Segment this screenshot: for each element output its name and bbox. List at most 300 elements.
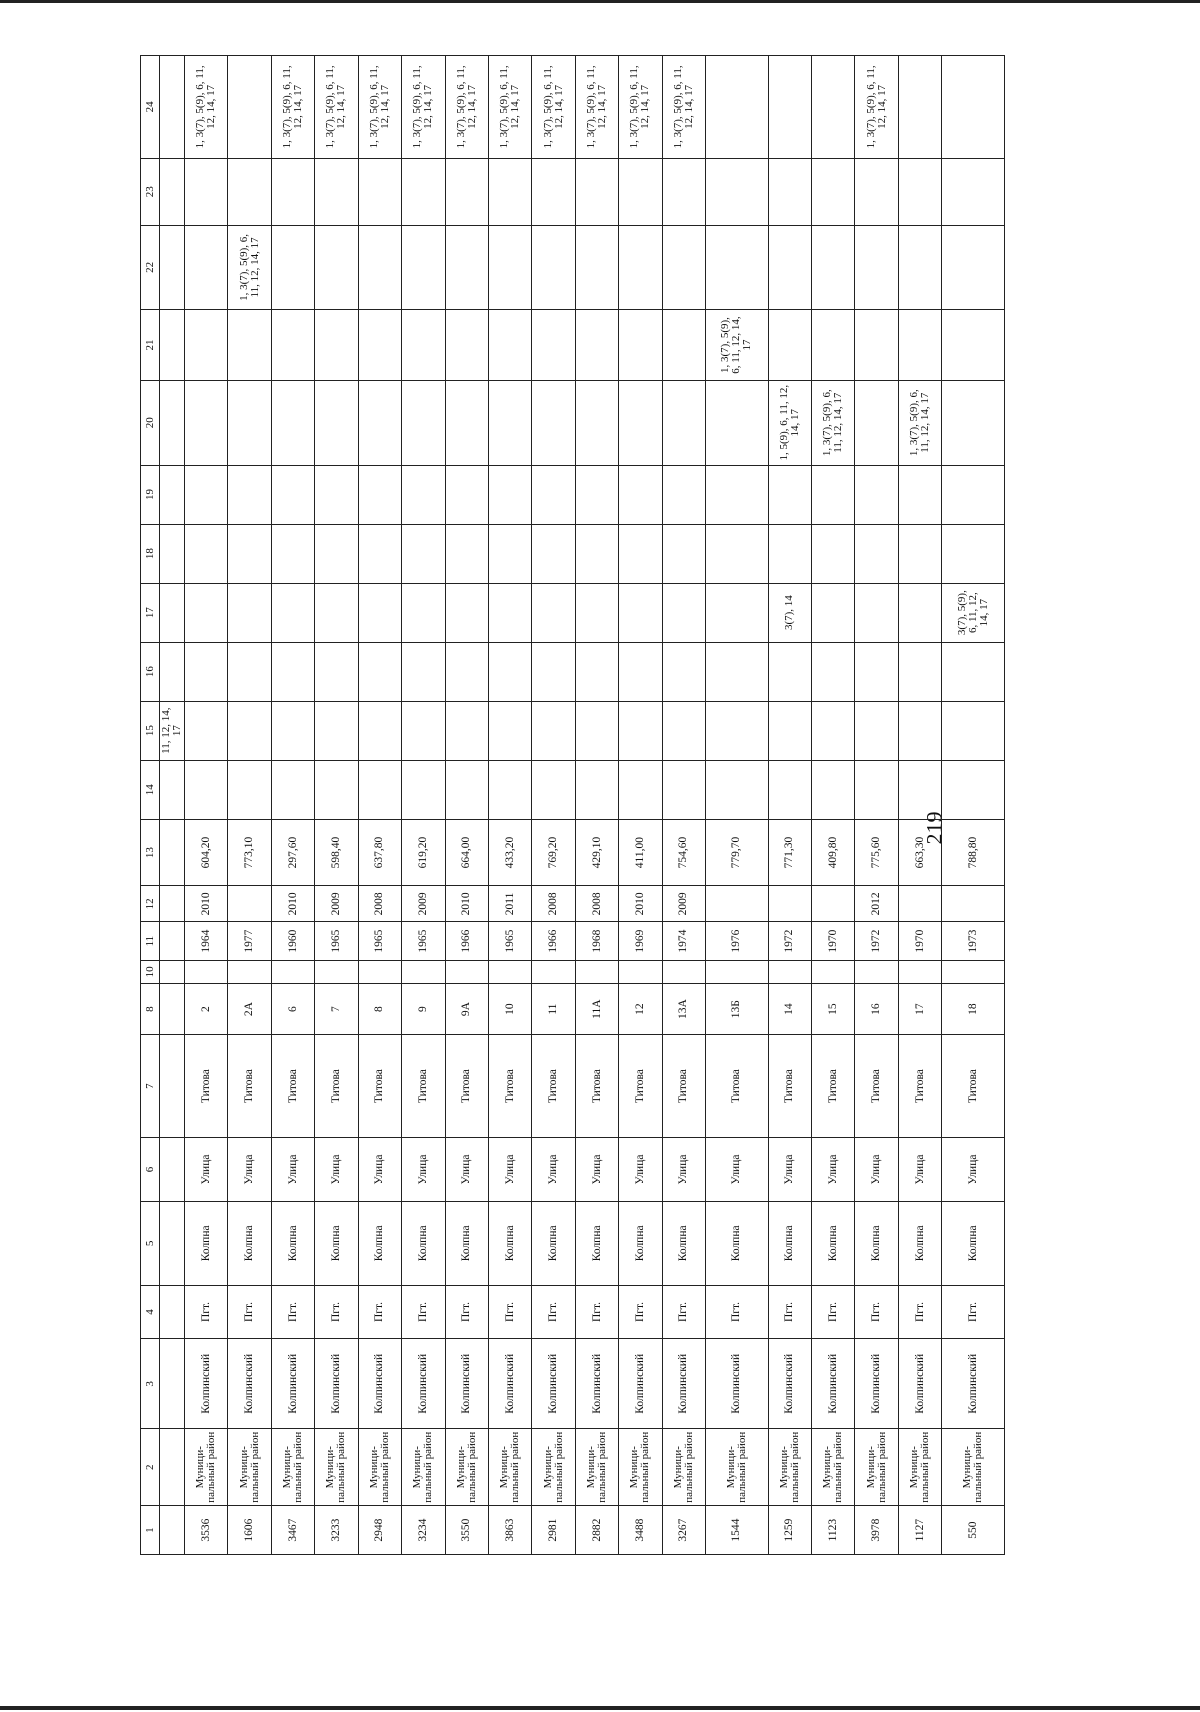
column-header: 8 (141, 983, 160, 1034)
table-cell-col-7: Титова (706, 1035, 769, 1138)
table-cell-col-5: Колпна (768, 1202, 811, 1285)
table-cell-col-21 (488, 310, 531, 381)
table-cell-col-1: 1123 (812, 1506, 855, 1555)
table-cell-col-8: 9 (402, 983, 445, 1034)
table-row (812, 56, 855, 1555)
table-cell-col-8: 8 (358, 983, 401, 1034)
table-cell-col-11: 1970 (812, 922, 855, 961)
table-cell-col-19 (532, 465, 575, 524)
table-cell-col-12: 2010 (619, 886, 662, 922)
table-cell-col-6: Улица (228, 1137, 271, 1201)
table-cell (160, 1429, 185, 1506)
table-row (271, 56, 314, 1555)
table-cell-col-22 (575, 225, 618, 310)
table-cell-col-15 (768, 701, 811, 760)
table-cell-col-14 (315, 760, 358, 819)
table-cell-col-10 (228, 960, 271, 983)
table-cell-col-17 (185, 583, 228, 642)
table-cell-col-21 (898, 310, 941, 381)
table-cell-col-20 (445, 380, 488, 465)
table-cell-col-22 (271, 225, 314, 310)
table-cell-col-20 (855, 380, 898, 465)
table-cell-col-11: 1965 (358, 922, 401, 961)
table-cell-col-10 (812, 960, 855, 983)
table-cell-col-3: Колпинский (706, 1339, 769, 1429)
table-cell-col-15 (402, 701, 445, 760)
table-cell-col-6: Улица (532, 1137, 575, 1201)
table-cell-col-12: 2008 (532, 886, 575, 922)
table-cell (160, 819, 185, 886)
table-cell-col-18 (271, 524, 314, 583)
table-cell-col-13: 773,10 (228, 819, 271, 886)
table-cell-col-3: Колпинский (532, 1339, 575, 1429)
table-cell-col-16 (768, 642, 811, 701)
table-cell (160, 760, 185, 819)
table-cell-col-11: 1968 (575, 922, 618, 961)
table-cell-col-21 (315, 310, 358, 381)
table-cell-col-3: Колпинский (662, 1339, 705, 1429)
table-cell-col-21 (228, 310, 271, 381)
table-cell-col-18 (402, 524, 445, 583)
table-cell-col-8: 7 (315, 983, 358, 1034)
table-cell-col-3: Колпинский (271, 1339, 314, 1429)
table-cell-col-5: Колпна (942, 1202, 1005, 1285)
table-cell-col-14 (812, 760, 855, 819)
table-cell-col-3: Колпинский (812, 1339, 855, 1429)
table-cell-col-8: 13Б (706, 983, 769, 1034)
table-cell-col-3: Колпинский (575, 1339, 618, 1429)
table-cell-col-6: Улица (445, 1137, 488, 1201)
table-row (488, 56, 531, 1555)
table-cell-col-18 (488, 524, 531, 583)
table-cell-col-6: Улица (812, 1137, 855, 1201)
table-cell-col-6: Улица (942, 1137, 1005, 1201)
table-cell-col-22 (855, 225, 898, 310)
table-cell-col-12: 2008 (575, 886, 618, 922)
table-row (402, 56, 445, 1555)
table-cell-col-6: Улица (662, 1137, 705, 1201)
table-cell-col-6: Улица (768, 1137, 811, 1201)
column-header: 20 (141, 380, 160, 465)
table-cell-col-20 (402, 380, 445, 465)
table-cell-col-10 (271, 960, 314, 983)
table-cell-col-6: Улица (575, 1137, 618, 1201)
table-cell-col-5: Колпна (185, 1202, 228, 1285)
table-cell-col-11: 1977 (228, 922, 271, 961)
table-cell-col-24: 1, 3(7), 5(9), 6, 11, 12, 14, 17 (315, 56, 358, 159)
table-cell: 11, 12, 14, 17 (160, 701, 185, 760)
table-cell-col-18 (445, 524, 488, 583)
table-cell-col-24: 1, 3(7), 5(9), 6, 11, 12, 14, 17 (532, 56, 575, 159)
table-cell-col-5: Колпна (812, 1202, 855, 1285)
table-cell-col-22 (706, 225, 769, 310)
table-cell-col-15 (898, 701, 941, 760)
table-cell-col-22 (402, 225, 445, 310)
table-cell (160, 310, 185, 381)
table-cell-col-11: 1966 (532, 922, 575, 961)
table-cell-col-7: Титова (228, 1035, 271, 1138)
table-cell-col-4: Пгт. (575, 1285, 618, 1339)
table-cell-col-16 (185, 642, 228, 701)
table-cell-col-22 (662, 225, 705, 310)
table-cell-col-16 (898, 642, 941, 701)
table-cell-col-15 (488, 701, 531, 760)
table-cell-col-24: 1, 3(7), 5(9), 6, 11, 12, 14, 17 (358, 56, 401, 159)
table-cell-col-6: Улица (315, 1137, 358, 1201)
table-cell-col-21 (271, 310, 314, 381)
column-header: 5 (141, 1202, 160, 1285)
table-cell-col-23 (315, 158, 358, 225)
table-cell-col-2: Муници-пальный район (185, 1429, 228, 1506)
table-cell-col-22 (445, 225, 488, 310)
table-cell-col-8: 10 (488, 983, 531, 1034)
table-cell-col-1: 2882 (575, 1506, 618, 1555)
table-cell-col-2: Муници-пальный район (532, 1429, 575, 1506)
column-header: 14 (141, 760, 160, 819)
table-cell-col-3: Колпинский (445, 1339, 488, 1429)
table-cell-col-21 (942, 310, 1005, 381)
table-cell-col-12 (706, 886, 769, 922)
table-cell-col-21 (768, 310, 811, 381)
table-cell-col-4: Пгт. (402, 1285, 445, 1339)
table-cell-col-24 (942, 56, 1005, 159)
table-cell-col-8: 16 (855, 983, 898, 1034)
table-cell-col-8: 18 (942, 983, 1005, 1034)
table-cell-col-15 (228, 701, 271, 760)
table-cell-col-13: 598,40 (315, 819, 358, 886)
table-cell-col-15 (445, 701, 488, 760)
table-cell-col-5: Колпна (575, 1202, 618, 1285)
column-header: 21 (141, 310, 160, 381)
table-cell-col-4: Пгт. (662, 1285, 705, 1339)
column-header: 13 (141, 819, 160, 886)
table-cell-col-7: Титова (271, 1035, 314, 1138)
table-cell-col-5: Колпна (271, 1202, 314, 1285)
table-cell-col-13: 769,20 (532, 819, 575, 886)
table-cell-col-15 (942, 701, 1005, 760)
table-cell-col-4: Пгт. (532, 1285, 575, 1339)
table-cell (160, 642, 185, 701)
table-cell-col-5: Колпна (228, 1202, 271, 1285)
table-cell-col-17 (898, 583, 941, 642)
table-cell-col-4: Пгт. (358, 1285, 401, 1339)
table-cell-col-21 (812, 310, 855, 381)
table-cell-col-11: 1964 (185, 922, 228, 961)
table-cell-col-7: Титова (898, 1035, 941, 1138)
table-cell-col-13: 754,60 (662, 819, 705, 886)
table-cell-col-11: 1965 (488, 922, 531, 961)
table-cell-col-17 (532, 583, 575, 642)
table-cell-col-23 (662, 158, 705, 225)
table-cell-col-8: 12 (619, 983, 662, 1034)
table-cell-col-4: Пгт. (228, 1285, 271, 1339)
table-cell-col-18 (898, 524, 941, 583)
column-header: 3 (141, 1339, 160, 1429)
table-cell-col-17 (358, 583, 401, 642)
column-header: 22 (141, 225, 160, 310)
table-cell-col-19 (575, 465, 618, 524)
table-cell-col-11: 1960 (271, 922, 314, 961)
table-cell-col-10 (662, 960, 705, 983)
table-cell-col-16 (271, 642, 314, 701)
table-cell-col-15 (358, 701, 401, 760)
table-cell-col-3: Колпинский (942, 1339, 1005, 1429)
table-cell-col-2: Муници-пальный район (855, 1429, 898, 1506)
table-cell-col-20: 1, 3(7), 5(9), 6, 11, 12, 14, 17 (898, 380, 941, 465)
table-cell-col-16 (315, 642, 358, 701)
table-cell-col-4: Пгт. (185, 1285, 228, 1339)
table-cell-col-11: 1969 (619, 922, 662, 961)
table-cell-col-1: 3267 (662, 1506, 705, 1555)
table-cell (160, 1339, 185, 1429)
table-cell-col-13: 788,80 (942, 819, 1005, 886)
table-cell-col-1: 3550 (445, 1506, 488, 1555)
table-cell-col-12 (942, 886, 1005, 922)
table-cell-col-20 (228, 380, 271, 465)
table-cell-col-19 (488, 465, 531, 524)
table-cell-col-24: 1, 3(7), 5(9), 6, 11, 12, 14, 17 (185, 56, 228, 159)
column-header: 6 (141, 1137, 160, 1201)
table-cell-col-1: 1606 (228, 1506, 271, 1555)
table-cell-col-2: Муници-пальный район (315, 1429, 358, 1506)
table-cell-col-1: 1544 (706, 1506, 769, 1555)
table-cell-col-5: Колпна (706, 1202, 769, 1285)
table-cell-col-8: 15 (812, 983, 855, 1034)
table-cell-col-14 (706, 760, 769, 819)
table-cell-col-14 (271, 760, 314, 819)
table-cell-col-4: Пгт. (942, 1285, 1005, 1339)
table-cell-col-3: Колпинский (315, 1339, 358, 1429)
column-header: 7 (141, 1035, 160, 1138)
table-cell-col-12: 2010 (271, 886, 314, 922)
table-cell-col-17 (575, 583, 618, 642)
table-cell-col-15 (532, 701, 575, 760)
table-cell-col-16 (358, 642, 401, 701)
table-cell-col-1: 1259 (768, 1506, 811, 1555)
table-cell-col-16 (706, 642, 769, 701)
table-cell-col-1: 3233 (315, 1506, 358, 1555)
table-cell-col-22 (358, 225, 401, 310)
table-cell-col-16 (812, 642, 855, 701)
data-table (140, 55, 1005, 1555)
table-cell-col-16 (575, 642, 618, 701)
table-cell-col-10 (185, 960, 228, 983)
table-cell-col-12 (898, 886, 941, 922)
table-cell-col-4: Пгт. (315, 1285, 358, 1339)
table-cell-col-17 (812, 583, 855, 642)
table-cell-col-8: 9А (445, 983, 488, 1034)
table-cell-col-18 (532, 524, 575, 583)
table-cell (160, 1285, 185, 1339)
table-cell-col-24: 1, 3(7), 5(9), 6, 11, 12, 14, 17 (488, 56, 531, 159)
table-cell-col-16 (662, 642, 705, 701)
table-cell-col-23 (898, 158, 941, 225)
table-cell-col-13: 433,20 (488, 819, 531, 886)
table-cell-col-18 (575, 524, 618, 583)
table-cell-col-15 (812, 701, 855, 760)
table-cell-col-10 (855, 960, 898, 983)
table-cell-col-7: Титова (942, 1035, 1005, 1138)
page-number: 219 (921, 811, 947, 845)
table-cell-col-10 (445, 960, 488, 983)
table-cell-col-22: 1, 3(7), 5(9), 6, 11, 12, 14, 17 (228, 225, 271, 310)
table-cell-col-10 (575, 960, 618, 983)
table-cell-col-16 (445, 642, 488, 701)
table-cell-col-2: Муници-пальный район (358, 1429, 401, 1506)
table-cell-col-14 (942, 760, 1005, 819)
table-row (898, 56, 941, 1555)
table-cell-col-24 (812, 56, 855, 159)
table-cell-col-7: Титова (812, 1035, 855, 1138)
table-body (160, 56, 1005, 1555)
table-cell-col-1: 3488 (619, 1506, 662, 1555)
table-cell-col-17 (402, 583, 445, 642)
table-cell-col-19 (768, 465, 811, 524)
table-cell-col-24: 1, 3(7), 5(9), 6, 11, 12, 14, 17 (662, 56, 705, 159)
table-cell-col-6: Улица (898, 1137, 941, 1201)
column-header: 11 (141, 922, 160, 961)
table-cell-col-5: Колпна (358, 1202, 401, 1285)
table-cell-col-20 (619, 380, 662, 465)
table-cell-col-15 (706, 701, 769, 760)
table-cell-col-18 (228, 524, 271, 583)
table-cell-col-24 (768, 56, 811, 159)
table-cell-col-8: 13А (662, 983, 705, 1034)
table-cell-col-17 (228, 583, 271, 642)
table-cell-col-12: 2012 (855, 886, 898, 922)
table-cell-col-24: 1, 3(7), 5(9), 6, 11, 12, 14, 17 (271, 56, 314, 159)
column-header: 24 (141, 56, 160, 159)
table-cell-col-19 (898, 465, 941, 524)
table-cell-col-6: Улица (855, 1137, 898, 1201)
table-cell-col-22 (619, 225, 662, 310)
table-cell-col-10 (619, 960, 662, 983)
table-cell (160, 983, 185, 1034)
table-cell-col-1: 2981 (532, 1506, 575, 1555)
table-cell-col-18 (768, 524, 811, 583)
table-cell-col-22 (812, 225, 855, 310)
table-row (662, 56, 705, 1555)
table-cell-col-24: 1, 3(7), 5(9), 6, 11, 12, 14, 17 (619, 56, 662, 159)
column-header: 19 (141, 465, 160, 524)
table-cell-col-21: 1, 3(7), 5(9), 6, 11, 12, 14, 17 (706, 310, 769, 381)
table-cell-col-21 (402, 310, 445, 381)
table-cell-col-6: Улица (185, 1137, 228, 1201)
table-cell-col-7: Титова (185, 1035, 228, 1138)
table-cell-col-23 (358, 158, 401, 225)
table-cell-col-10 (315, 960, 358, 983)
table-cell-col-23 (855, 158, 898, 225)
table-cell-col-1: 3978 (855, 1506, 898, 1555)
table-cell-col-1: 3536 (185, 1506, 228, 1555)
table-cell-col-8: 11А (575, 983, 618, 1034)
table-cell (160, 524, 185, 583)
table-cell-col-7: Титова (445, 1035, 488, 1138)
table-cell-col-13: 771,30 (768, 819, 811, 886)
table-cell-col-14 (445, 760, 488, 819)
table-cell-col-23 (812, 158, 855, 225)
table-cell-col-6: Улица (402, 1137, 445, 1201)
table-cell-col-23 (768, 158, 811, 225)
table-cell-col-22 (315, 225, 358, 310)
table-cell-col-7: Титова (358, 1035, 401, 1138)
table-cell-col-4: Пгт. (855, 1285, 898, 1339)
table-cell-col-23 (271, 158, 314, 225)
table-cell-col-20 (488, 380, 531, 465)
table-row (445, 56, 488, 1555)
table-cell-col-18 (315, 524, 358, 583)
table-cell-col-16 (619, 642, 662, 701)
table-cell-col-14 (228, 760, 271, 819)
table-cell-col-12: 2010 (185, 886, 228, 922)
table-cell-col-19 (706, 465, 769, 524)
table-cell-col-5: Колпна (402, 1202, 445, 1285)
table-cell-col-11: 1972 (855, 922, 898, 961)
table-cell-col-20 (706, 380, 769, 465)
table-row (228, 56, 271, 1555)
table-cell-col-17: 3(7), 14 (768, 583, 811, 642)
table-cell-col-13: 429,10 (575, 819, 618, 886)
table-cell-col-6: Улица (488, 1137, 531, 1201)
table-cell-col-17 (662, 583, 705, 642)
table-cell-col-17 (271, 583, 314, 642)
table-cell-col-16 (532, 642, 575, 701)
table-cell-col-2: Муници-пальный район (271, 1429, 314, 1506)
table-cell-col-24 (898, 56, 941, 159)
table-cell-col-8: 2А (228, 983, 271, 1034)
table-cell-col-3: Колпинский (228, 1339, 271, 1429)
column-header: 4 (141, 1285, 160, 1339)
table-cell-col-5: Колпна (445, 1202, 488, 1285)
table-cell-col-8: 14 (768, 983, 811, 1034)
table-cell-col-20 (358, 380, 401, 465)
table-cell-col-5: Колпна (315, 1202, 358, 1285)
table-cell-col-24 (706, 56, 769, 159)
table-cell (160, 1035, 185, 1138)
table-cell-col-17 (706, 583, 769, 642)
table-cell-col-12 (812, 886, 855, 922)
table-cell (160, 1506, 185, 1555)
header-row (141, 56, 160, 1555)
table-cell-col-5: Колпна (619, 1202, 662, 1285)
table-cell-col-11: 1970 (898, 922, 941, 961)
table-cell-col-3: Колпинский (619, 1339, 662, 1429)
table-row (768, 56, 811, 1555)
column-header: 1 (141, 1506, 160, 1555)
table-cell-col-6: Улица (271, 1137, 314, 1201)
table-cell-col-20 (185, 380, 228, 465)
table-cell-col-20: 1, 5(9), 6, 11, 12, 14, 17 (768, 380, 811, 465)
table-cell-col-11: 1965 (315, 922, 358, 961)
column-header: 15 (141, 701, 160, 760)
table-cell-col-2: Муници-пальный район (706, 1429, 769, 1506)
scan-edge-bottom (0, 1706, 1200, 1710)
table-cell-col-13: 604,20 (185, 819, 228, 886)
table-cell-col-12: 2009 (662, 886, 705, 922)
table-cell-col-8: 17 (898, 983, 941, 1034)
table-row (575, 56, 618, 1555)
table-cell-col-22 (768, 225, 811, 310)
table-cell-col-5: Колпна (488, 1202, 531, 1285)
table-cell-col-16 (402, 642, 445, 701)
column-header: 16 (141, 642, 160, 701)
table-cell-col-13: 775,60 (855, 819, 898, 886)
table-cell-col-10 (358, 960, 401, 983)
table-cell-col-2: Муници-пальный район (619, 1429, 662, 1506)
table-cell-col-12: 2011 (488, 886, 531, 922)
table-cell-col-10 (532, 960, 575, 983)
table-cell-col-4: Пгт. (271, 1285, 314, 1339)
